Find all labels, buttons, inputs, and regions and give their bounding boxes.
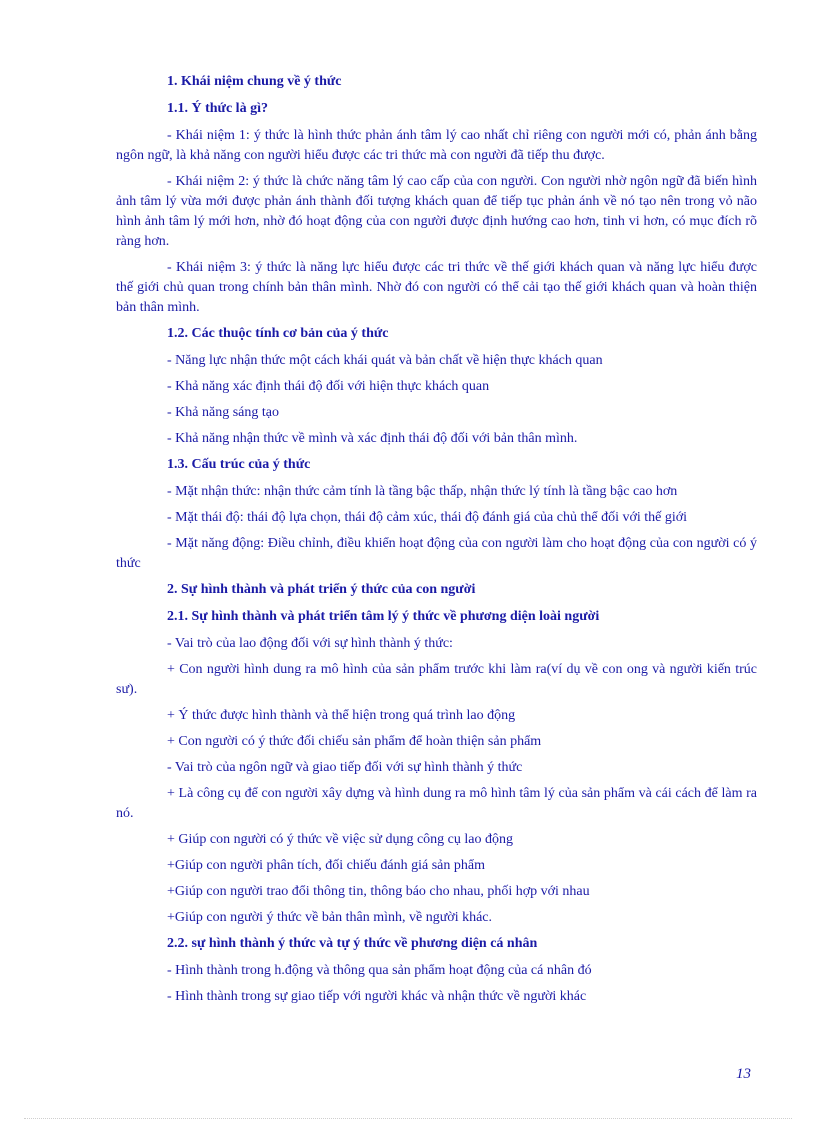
body-paragraph: - Mặt năng động: Điều chỉnh, điều khiển hoạt động của con người làm cho hoạt động của con người có ý thức xyxy=(116,536,757,571)
page-bottom-divider xyxy=(24,1118,792,1119)
body-paragraph: - Khái niệm 2: ý thức là chức năng tâm lý cao cấp của con người. Con người nhờ ngôn ngữ đã biến hình ảnh tâm lý vừa mới được phản ánh thành đối tượng khách quan để tiếp tục phản ánh về nó tạo nên trong vỏ não hình ảnh tâm lý mới hơn, nhờ đó hoạt động của con người được định hướng cao hơn, tinh vi hơn, có mục đích rõ ràng hơn. xyxy=(116,174,757,249)
list-item: +Giúp con người phân tích, đối chiếu đánh giá sản phẩm xyxy=(167,858,485,873)
body-paragraph: - Khái niệm 1: ý thức là hình thức phản ánh tâm lý cao nhất chỉ riêng con người mới có, phản ánh bằng ngôn ngữ, là khả năng con người hiểu được các tri thức mà con người đã tiếp thu được. xyxy=(116,128,757,163)
list-item: + Con người có ý thức đối chiếu sản phẩm để hoàn thiện sản phẩm xyxy=(167,734,542,749)
list-item: - Hình thành trong sự giao tiếp với người khác và nhận thức về người khác xyxy=(167,989,587,1004)
list-item: - Hình thành trong h.động và thông qua sản phẩm hoạt động của cá nhân đó xyxy=(167,963,592,978)
list-item: - Vai trò của ngôn ngữ và giao tiếp đối với sự hình thành ý thức xyxy=(167,760,523,775)
list-item: - Khả năng xác định thái độ đối với hiện thực khách quan xyxy=(167,379,490,394)
section-heading: 1.3. Cấu trúc của ý thức xyxy=(167,457,311,472)
body-paragraph: - Mặt thái độ: thái độ lựa chọn, thái độ cảm xúc, thái độ đánh giá của chủ thể đối với thế giới xyxy=(167,510,688,525)
body-paragraph: - Mặt nhận thức: nhận thức cảm tính là tầng bậc thấp, nhận thức lý tính là tầng bậc cao hơn xyxy=(167,484,678,499)
document-page xyxy=(116,72,757,1013)
list-item: +Giúp con người trao đổi thông tin, thông báo cho nhau, phối hợp với nhau xyxy=(167,884,590,899)
list-item: + Giúp con người có ý thức về việc sử dụng công cụ lao động xyxy=(167,832,513,847)
list-item: +Giúp con người ý thức về bản thân mình, về người khác. xyxy=(167,910,493,925)
body-paragraph: + Là công cụ để con người xây dựng và hình dung ra mô hình tâm lý của sản phẩm và cái cách để làm ra nó. xyxy=(116,786,757,821)
section-heading: 2. Sự hình thành và phát triển ý thức của con người xyxy=(167,582,476,597)
list-item: - Vai trò của lao động đối với sự hình thành ý thức: xyxy=(167,636,453,651)
list-item: - Khả năng sáng tạo xyxy=(167,405,279,420)
list-item: + Ý thức được hình thành và thể hiện trong quá trình lao động xyxy=(167,708,516,723)
list-item: - Khả năng nhận thức về mình và xác định thái độ đối với bản thân mình. xyxy=(167,431,578,446)
section-heading: 1.1. Ý thức là gì? xyxy=(167,101,268,116)
body-paragraph: - Khái niệm 3: ý thức là năng lực hiểu được các tri thức về thế giới khách quan và năng lực hiểu được thế giới chủ quan trong chính bản thân mình. Nhờ đó con người có thể cải tạo thế giới khách quan và hoàn thiện bản thân mình. xyxy=(116,260,757,315)
section-heading: 1.2. Các thuộc tính cơ bản của ý thức xyxy=(167,326,389,341)
section-heading: 2.2. sự hình thành ý thức và tự ý thức về phương diện cá nhân xyxy=(167,936,538,951)
list-item: - Năng lực nhận thức một cách khái quát và bản chất về hiện thực khách quan xyxy=(167,353,603,368)
page-number: 13 xyxy=(736,1066,751,1082)
section-heading: 2.1. Sự hình thành và phát triển tâm lý ý thức về phương diện loài người xyxy=(167,609,600,624)
body-paragraph: + Con người hình dung ra mô hình của sản phẩm trước khi làm ra(ví dụ về con ong và người kiến trúc sư). xyxy=(116,662,757,697)
section-heading: 1. Khái niệm chung về ý thức xyxy=(167,74,342,89)
